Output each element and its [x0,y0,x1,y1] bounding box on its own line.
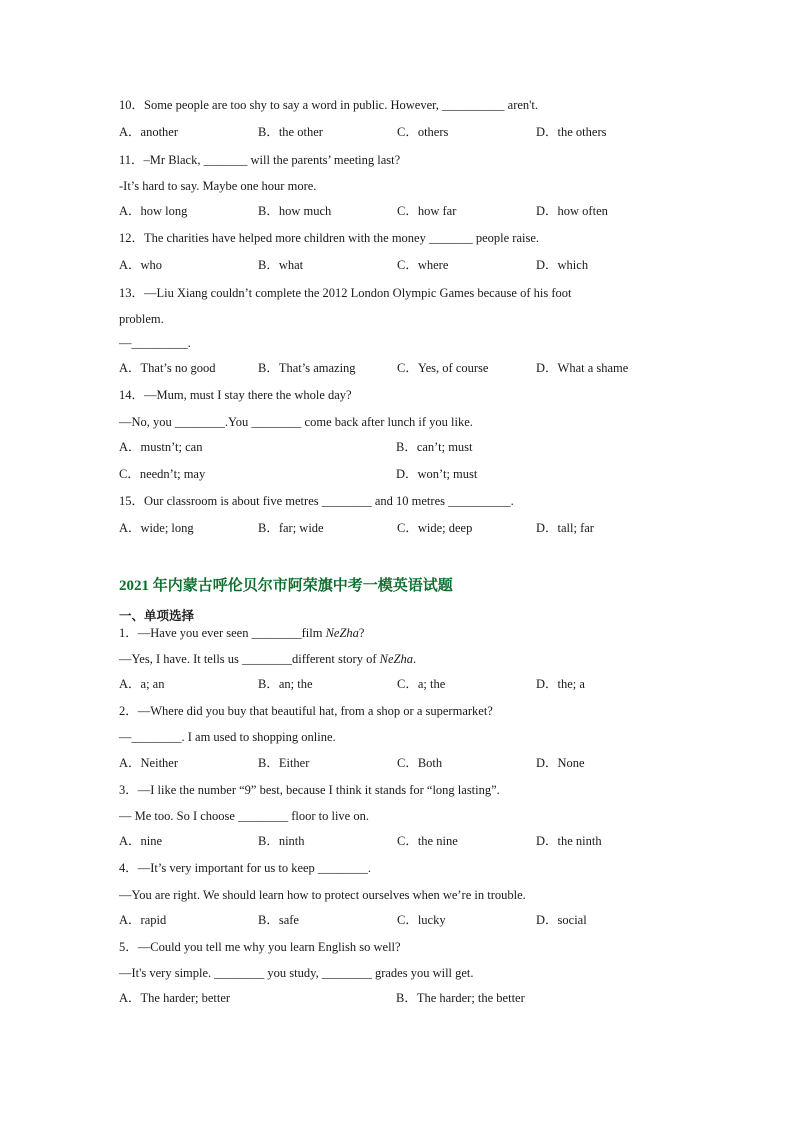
question-1-stem-text: 1．—Have you ever seen ________film [119,626,326,640]
option-a: A．mustn’t; can [119,440,203,454]
option-d: D．What a shame [536,361,629,375]
option-b: B．safe [258,913,299,927]
question-14-reply: —No, you ________.You ________ come back after lunch if you like. [119,415,473,429]
question-5-reply: —It's very simple. ________ you study, ________ grades you will get. [119,966,474,980]
option-b: B．That’s amazing [258,361,356,375]
option-c: C．needn’t; may [119,467,206,481]
question-1-stem-italic: NeZha [325,626,359,640]
option-b: B．what [258,258,304,272]
option-a: A．how long [119,204,188,218]
option-c: C．the nine [397,834,458,848]
option-b: B．ninth [258,834,305,848]
question-1-reply-end: . [412,652,417,666]
exam-title: 2021 年内蒙古呼伦贝尔市阿荣旗中考一模英语试题 [119,578,453,594]
option-a: A．wide; long [119,521,194,535]
option-c: C．Both [397,756,443,770]
question-1-reply-italic: NeZha [379,652,413,666]
question-5-stem: 5．—Could you tell me why you learn English so well? [119,940,401,954]
option-a: A．nine [119,834,163,848]
question-3-reply: — Me too. So I choose ________ floor to live on. [119,809,369,823]
question-11-reply: -It’s hard to say. Maybe one hour more. [119,179,317,193]
question-1-reply [119,651,416,667]
option-a: A．The harder; better [119,991,231,1005]
question-1-stem [119,625,364,641]
option-b: B．how much [258,204,332,218]
question-13-reply: —_________. [119,336,191,350]
option-a: A．another [119,125,179,139]
option-c: C．lucky [397,913,446,927]
option-a: A．a; an [119,677,165,691]
option-a: A．who [119,258,163,272]
question-1-stem-end: ? [358,626,365,640]
option-d: D．the ninth [536,834,602,848]
option-a: A．That’s no good [119,361,216,375]
option-c: C．a; the [397,677,446,691]
option-d: D．the; a [536,677,585,691]
question-2-stem: 2．—Where did you buy that beautiful hat, from a shop or a supermarket? [119,704,493,718]
option-b: B．can’t; must [396,440,473,454]
question-4-stem: 4．—It’s very important for us to keep ________. [119,861,372,875]
option-d: D．None [536,756,585,770]
option-d: D．how often [536,204,608,218]
question-13-stem-cont: problem. [119,312,164,326]
question-1-reply-text: —Yes, I have. It tells us ________different story of [119,652,380,666]
option-c: C．where [397,258,449,272]
option-a: A．rapid [119,913,167,927]
option-b: B．Either [258,756,310,770]
option-d: D．won’t; must [396,467,478,481]
section-title: 一、单项选择 [119,609,195,623]
option-b: B．an; the [258,677,313,691]
option-c: C．others [397,125,449,139]
question-14-stem: 14．—Mum, must I stay there the whole day? [119,388,352,402]
question-11-stem: 11．–Mr Black, _______ will the parents’ meeting last? [119,153,401,167]
question-3-stem: 3．—I like the number “9” best, because I think it stands for “long lasting”. [119,783,500,797]
question-10-stem: 10．Some people are too shy to say a word in public. However, __________ aren't. [119,98,539,112]
question-12-stem: 12．The charities have helped more children with the money _______ people raise. [119,231,540,245]
option-d: D．the others [536,125,607,139]
question-4-reply: —You are right. We should learn how to protect ourselves when we’re in trouble. [119,888,526,902]
question-2-reply: —________. I am used to shopping online. [119,730,336,744]
option-d: D．social [536,913,587,927]
option-c: C．Yes, of course [397,361,489,375]
option-b: B．The harder; the better [396,991,525,1005]
question-15-stem: 15．Our classroom is about five metres ________ and 10 metres __________. [119,494,514,508]
option-c: C．wide; deep [397,521,473,535]
option-b: B．the other [258,125,323,139]
option-a: A．Neither [119,756,179,770]
option-c: C．how far [397,204,457,218]
option-d: D．which [536,258,589,272]
question-13-stem: 13．—Liu Xiang couldn’t complete the 2012 London Olympic Games because of his foot [119,286,572,300]
option-d: D．tall; far [536,521,594,535]
option-b: B．far; wide [258,521,324,535]
